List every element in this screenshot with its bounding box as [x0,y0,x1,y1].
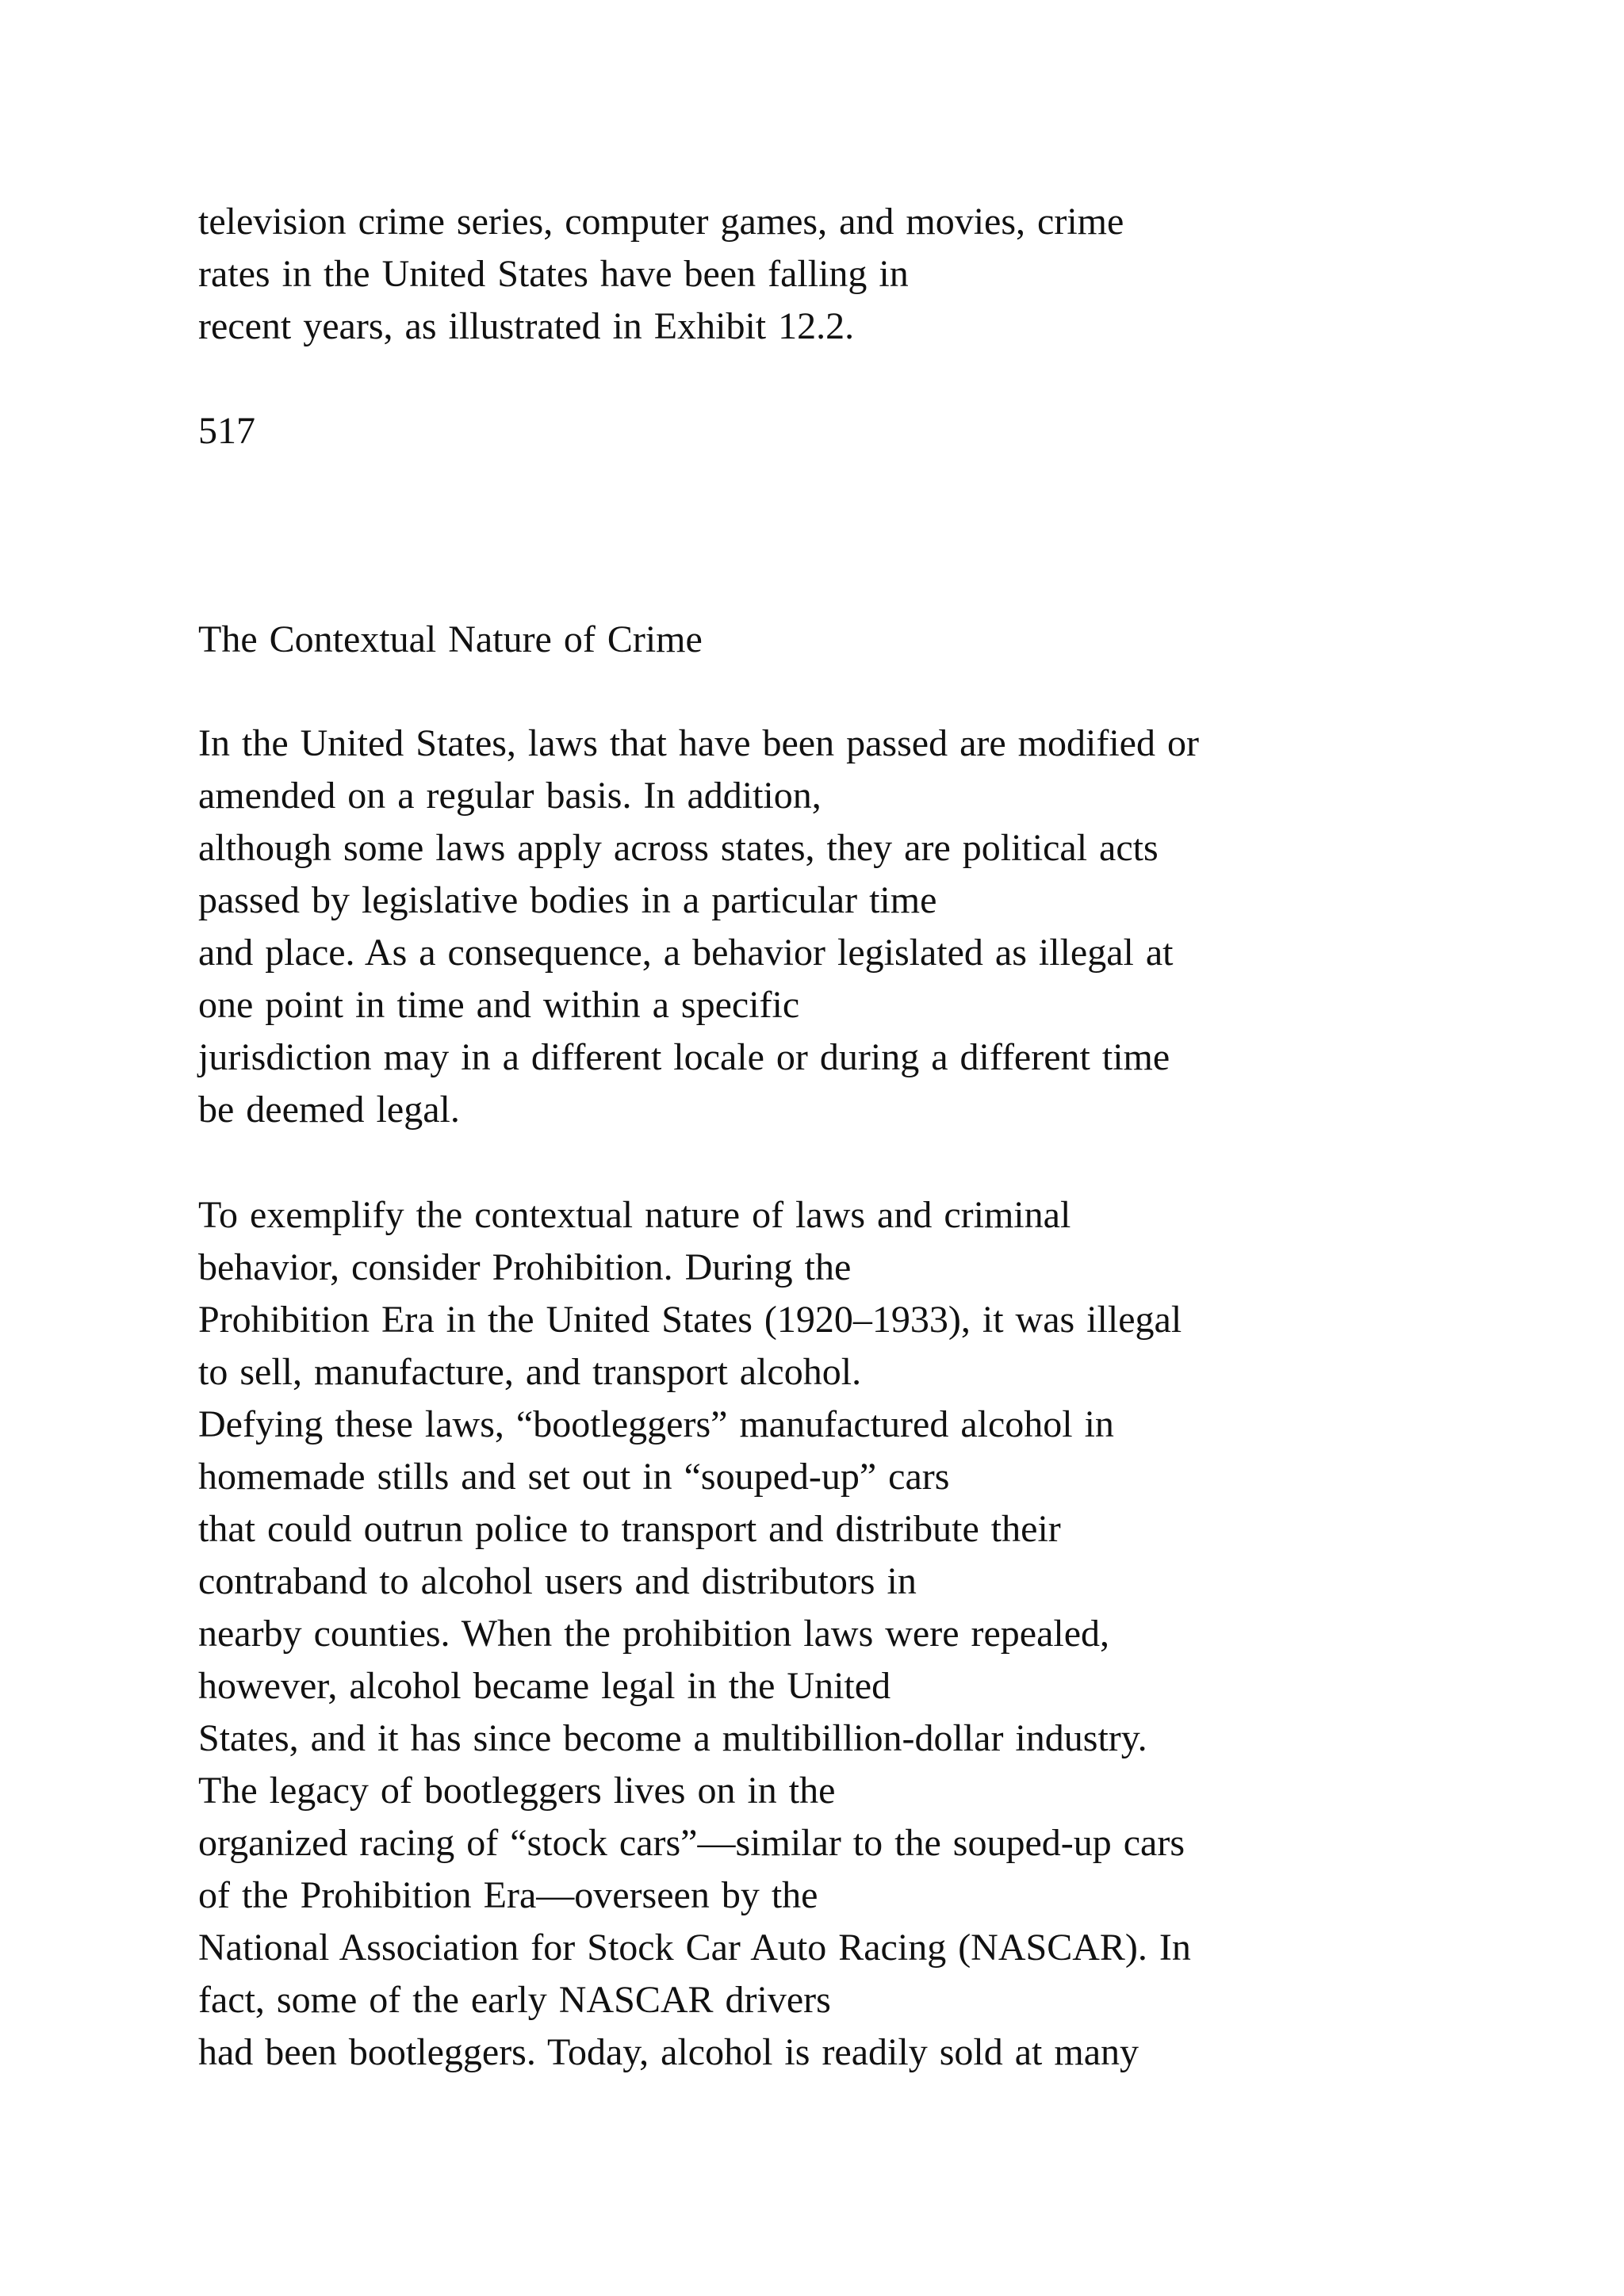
paragraph-line: homemade stills and set out in “souped-up” cars [198,1456,950,1498]
paragraph-line: however, alcohol became legal in the United [198,1665,891,1707]
intro-line: recent years, as illustrated in Exhibit 12.2. [198,305,855,347]
paragraph-line: National Association for Stock Car Auto Racing (NASCAR). In [198,1927,1191,1969]
page-number: 517 [198,410,255,452]
paragraph-line: had been bootleggers. Today, alcohol is readily sold at many [198,2031,1139,2073]
paragraph-line: to sell, manufacture, and transport alcohol. [198,1351,862,1393]
paragraph-line: and place. As a consequence, a behavior legislated as illegal at [198,932,1174,974]
paragraph-line: Prohibition Era in the United States (1920–1933), it was illegal [198,1299,1182,1341]
paragraph-line: To exemplify the contextual nature of laws and criminal [198,1194,1071,1236]
intro-line: rates in the United States have been falling in [198,253,909,295]
paragraph-line: Defying these laws, “bootleggers” manufactured alcohol in [198,1403,1114,1445]
paragraph-line: one point in time and within a specific [198,984,800,1026]
paragraph-line: although some laws apply across states, they are political acts [198,827,1159,869]
paragraph-line: nearby counties. When the prohibition laws were repealed, [198,1613,1110,1655]
paragraph-line: The legacy of bootleggers lives on in the [198,1770,836,1812]
section-heading: The Contextual Nature of Crime [198,618,703,660]
paragraph-line: jurisdiction may in a different locale or during a different time [198,1036,1170,1078]
paragraph-line: contraband to alcohol users and distributors in [198,1560,917,1602]
paragraph-line: that could outrun police to transport and distribute their [198,1508,1061,1550]
paragraph-line: behavior, consider Prohibition. During the [198,1246,852,1288]
paragraph-line: amended on a regular basis. In addition, [198,775,822,817]
paragraph-line: In the United States, laws that have been passed are modified or [198,722,1199,764]
paragraph-line: passed by legislative bodies in a particular time [198,879,937,921]
paragraph-line: be deemed legal. [198,1089,460,1131]
paragraph-line: organized racing of “stock cars”—similar to the souped-up cars [198,1822,1185,1864]
paragraph-line: States, and it has since become a multibillion-dollar industry. [198,1717,1147,1759]
intro-line: television crime series, computer games, and movies, crime [198,201,1124,243]
paragraph-line: fact, some of the early NASCAR drivers [198,1979,831,2021]
paragraph-line: of the Prohibition Era—overseen by the [198,1874,818,1916]
